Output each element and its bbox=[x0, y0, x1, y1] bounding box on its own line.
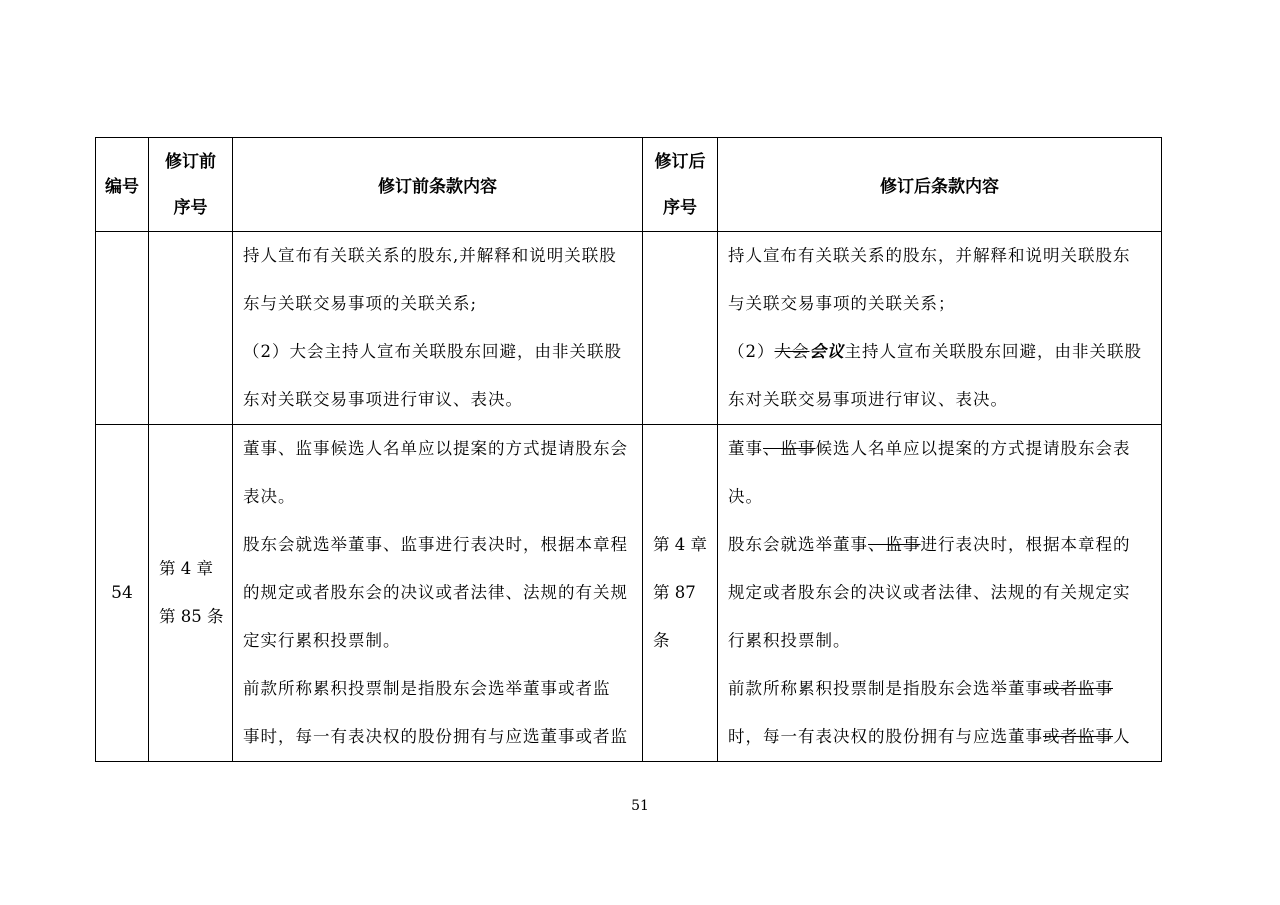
before-line: 事时，每一有表决权的股份拥有与应选董事或者监 bbox=[243, 727, 628, 746]
after-line bbox=[728, 328, 1153, 376]
header-before-seq-line1: 修订前 bbox=[165, 151, 216, 172]
text: 董事 bbox=[728, 439, 763, 458]
after-line: 与关联交易事项的关联关系； bbox=[728, 294, 956, 313]
deleted-text: 、监事 bbox=[763, 439, 816, 458]
cell-no bbox=[96, 232, 149, 425]
before-line: 董事、监事候选人名单应以提案的方式提请股东会 bbox=[243, 439, 628, 458]
before-line: 持人宣布有关联关系的股东,并解释和说明关联股 bbox=[243, 246, 617, 265]
cell-before-content bbox=[233, 425, 643, 762]
after-line bbox=[728, 713, 1153, 761]
header-before-seq bbox=[149, 138, 233, 232]
after-line: 东对关联交易事项进行审议、表决。 bbox=[728, 390, 1008, 409]
after-line bbox=[728, 665, 1153, 713]
cell-after-seq bbox=[643, 425, 718, 762]
text: （2） bbox=[728, 342, 775, 361]
before-line: 东与关联交易事项的关联关系; bbox=[243, 294, 478, 313]
cell-before-seq bbox=[149, 425, 233, 762]
deleted-text: 或者监事 bbox=[1043, 727, 1113, 746]
header-after-content: 修订后条款内容 bbox=[718, 138, 1162, 232]
text: 前款所称累积投票制是指股东会选举董事 bbox=[728, 679, 1043, 698]
cell-before-seq bbox=[149, 232, 233, 425]
after-seq-line: 第 87 bbox=[653, 583, 696, 602]
after-line bbox=[728, 425, 1153, 473]
deleted-text: 、监事 bbox=[868, 535, 921, 554]
header-before-content: 修订前条款内容 bbox=[233, 138, 643, 232]
text: 股东会就选举董事 bbox=[728, 535, 868, 554]
cell-before-content bbox=[233, 232, 643, 425]
inserted-text: 会议 bbox=[809, 342, 845, 361]
cell-after-content bbox=[718, 425, 1162, 762]
table-row bbox=[96, 232, 1162, 425]
after-seq-line: 第 4 章 bbox=[653, 535, 707, 554]
cell-after-seq bbox=[643, 232, 718, 425]
header-after-seq-line2: 序号 bbox=[663, 197, 697, 218]
deleted-text: 大会 bbox=[774, 342, 810, 361]
text: 候选人名单应以提案的方式提请股东会表 bbox=[815, 439, 1131, 458]
header-before-seq-line2: 序号 bbox=[173, 197, 208, 218]
table-row bbox=[96, 425, 1162, 762]
after-line: 规定或者股东会的决议或者法律、法规的有关规定实 bbox=[728, 583, 1131, 602]
before-line: 股东会就选举董事、监事进行表决时，根据本章程 bbox=[243, 535, 628, 554]
before-line: 的规定或者股东会的决议或者法律、法规的有关规 bbox=[243, 583, 628, 602]
cell-after-content bbox=[718, 232, 1162, 425]
after-seq-line: 条 bbox=[653, 631, 670, 650]
header-row bbox=[96, 138, 1162, 232]
before-seq-line: 第 4 章 bbox=[159, 559, 213, 578]
before-line: 东对关联交易事项进行审议、表决。 bbox=[243, 390, 523, 409]
text: 主持人宣布关联股东回避，由非关联股 bbox=[844, 342, 1142, 361]
header-after-seq-line1: 修订后 bbox=[654, 151, 706, 172]
page-number: 51 bbox=[631, 798, 649, 814]
text: 进行表决时，根据本章程的 bbox=[920, 535, 1131, 554]
after-line bbox=[728, 521, 1153, 569]
header-after-seq bbox=[643, 138, 718, 232]
text: 时，每一有表决权的股份拥有与应选董事 bbox=[728, 727, 1043, 746]
after-line: 决。 bbox=[728, 487, 763, 506]
deleted-text: 或者监事 bbox=[1043, 679, 1113, 698]
before-line: （2）大会主持人宣布关联股东回避，由非关联股 bbox=[243, 342, 622, 361]
cell-no: 54 bbox=[96, 425, 149, 762]
revision-comparison-table bbox=[95, 137, 1162, 762]
header-no: 编号 bbox=[96, 138, 149, 232]
after-line: 行累积投票制。 bbox=[728, 631, 851, 650]
text: 人 bbox=[1113, 727, 1131, 746]
before-line: 定实行累积投票制。 bbox=[243, 631, 401, 650]
after-line: 持人宣布有关联关系的股东，并解释和说明关联股东 bbox=[728, 246, 1131, 265]
before-seq-line: 第 85 条 bbox=[159, 607, 224, 626]
before-line: 表决。 bbox=[243, 487, 296, 506]
before-line: 前款所称累积投票制是指股东会选举董事或者监 bbox=[243, 679, 611, 698]
